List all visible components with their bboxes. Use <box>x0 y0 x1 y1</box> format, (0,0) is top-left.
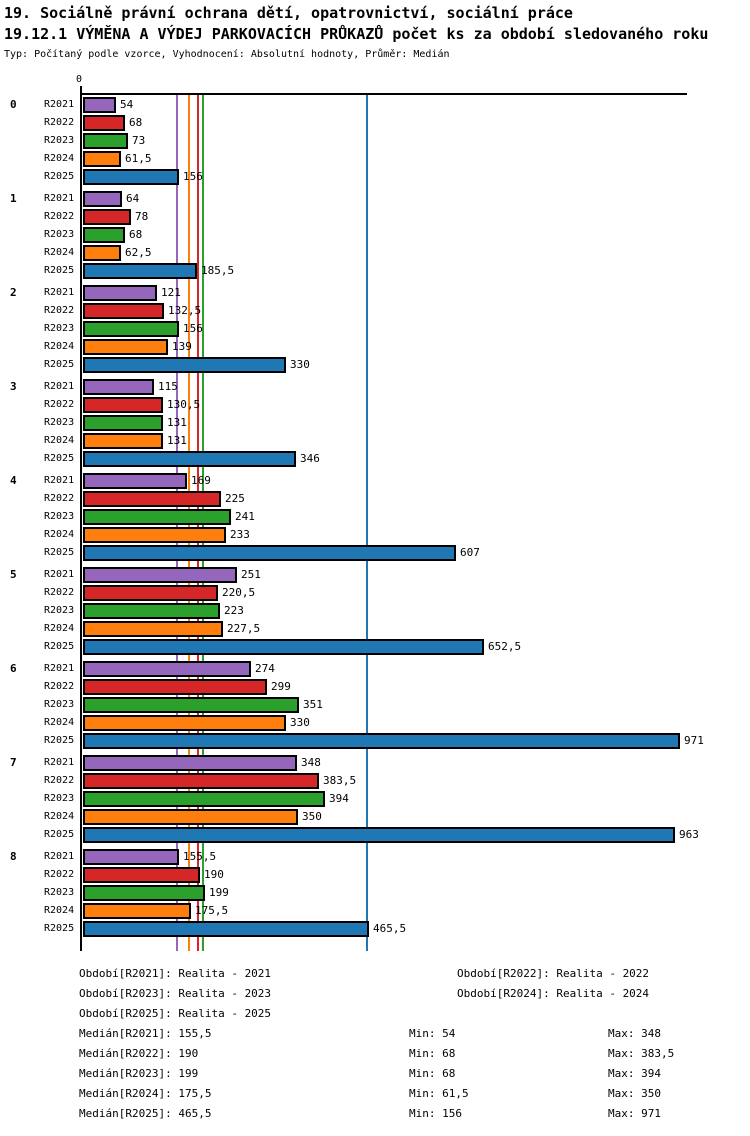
series-label: R2021 <box>44 381 75 392</box>
legend-item-r2023: Období[R2023]: Realita - 2023 <box>79 987 272 1000</box>
series-label: R2022 <box>44 587 75 598</box>
series-label: R2021 <box>44 193 75 204</box>
category-label: 7 <box>10 756 17 769</box>
legend-item-r2024: Období[R2024]: Realita - 2024 <box>457 987 650 1000</box>
bar-value-label: 121 <box>161 286 181 299</box>
axis-origin-label: 0 <box>76 74 83 85</box>
bar-value-label: 131 <box>167 434 187 447</box>
bar-value-label: 350 <box>302 810 322 823</box>
series-label: R2022 <box>44 775 75 786</box>
bar-row <box>0 321 750 337</box>
bar-group-3 <box>0 379 750 467</box>
series-label: R2023 <box>44 511 75 522</box>
bar-value-label: 169 <box>191 474 211 487</box>
series-label: R2023 <box>44 699 75 710</box>
bar-r2022-cat2 <box>83 303 164 319</box>
bar-value-label: 175,5 <box>195 904 229 917</box>
bar-r2021-cat1 <box>83 191 122 207</box>
bar-r2021-cat5 <box>83 567 237 583</box>
bar-row <box>0 733 750 749</box>
bar-value-label: 346 <box>300 452 320 465</box>
bar-value-label: 225 <box>225 492 245 505</box>
category-label: 8 <box>10 850 17 863</box>
category-label: 2 <box>10 286 17 299</box>
bar-row <box>0 773 750 789</box>
bar-value-label: 68 <box>129 116 143 129</box>
bar-r2025-cat0 <box>83 169 179 185</box>
bar-row <box>0 115 750 131</box>
bar-value-label: 78 <box>135 210 149 223</box>
series-label: R2024 <box>44 905 75 916</box>
bar-value-label: 132,5 <box>168 304 202 317</box>
bar-row <box>0 357 750 373</box>
bar-value-label: 156 <box>183 170 203 183</box>
series-label: R2024 <box>44 435 75 446</box>
bar-row <box>0 209 750 225</box>
bar-r2022-cat0 <box>83 115 125 131</box>
bar-r2023-cat3 <box>83 415 163 431</box>
series-label: R2023 <box>44 605 75 616</box>
bar-row <box>0 791 750 807</box>
series-label: R2022 <box>44 211 75 222</box>
bar-r2021-cat0 <box>83 97 116 113</box>
series-label: R2021 <box>44 757 75 768</box>
series-label: R2021 <box>44 99 75 110</box>
series-label: R2025 <box>44 641 75 652</box>
bar-row <box>0 545 750 561</box>
series-label: R2022 <box>44 399 75 410</box>
bar-row <box>0 491 750 507</box>
bar-group-8 <box>0 849 750 937</box>
bar-r2023-cat6 <box>83 697 299 713</box>
bar-group-5 <box>0 567 750 655</box>
bar-value-label: 351 <box>303 698 323 711</box>
series-label: R2025 <box>44 359 75 370</box>
bar-row <box>0 191 750 207</box>
bar-value-label: 73 <box>132 134 146 147</box>
bar-r2025-cat4 <box>83 545 456 561</box>
bar-value-label: 227,5 <box>227 622 261 635</box>
min-r2024: Min: 61,5 <box>409 1087 469 1100</box>
statistics <box>0 1024 750 1124</box>
bar-value-label: 465,5 <box>373 922 407 935</box>
bar-row <box>0 661 750 677</box>
max-r2025: Max: 971 <box>608 1107 661 1120</box>
bar-row <box>0 509 750 525</box>
bar-r2021-cat2 <box>83 285 157 301</box>
bar-row <box>0 527 750 543</box>
max-r2024: Max: 350 <box>608 1087 661 1100</box>
chart-title: 19.12.1 VÝMĚNA A VÝDEJ PARKOVACÍCH PRŮKAZŮ počet ks za období sledovaného roku <box>4 25 709 43</box>
category-label: 3 <box>10 380 17 393</box>
bar-r2025-cat2 <box>83 357 286 373</box>
min-r2025: Min: 156 <box>409 1107 462 1120</box>
series-label: R2022 <box>44 681 75 692</box>
bar-r2024-cat5 <box>83 621 223 637</box>
bar-row <box>0 245 750 261</box>
bar-row <box>0 697 750 713</box>
bar-value-label: 274 <box>255 662 275 675</box>
legend <box>0 964 750 1024</box>
category-label: 5 <box>10 568 17 581</box>
bar-row <box>0 849 750 865</box>
max-r2022: Max: 383,5 <box>608 1047 675 1060</box>
bar-r2023-cat5 <box>83 603 220 619</box>
median-r2021: Medián[R2021]: 155,5 <box>79 1027 212 1040</box>
bar-r2022-cat8 <box>83 867 200 883</box>
series-label: R2023 <box>44 135 75 146</box>
series-label: R2023 <box>44 323 75 334</box>
bar-value-label: 156 <box>183 322 203 335</box>
bar-row <box>0 809 750 825</box>
bar-row <box>0 639 750 655</box>
series-label: R2021 <box>44 663 75 674</box>
bar-group-6 <box>0 661 750 749</box>
bar-r2023-cat2 <box>83 321 179 337</box>
bar-r2023-cat8 <box>83 885 205 901</box>
series-label: R2021 <box>44 475 75 486</box>
min-r2023: Min: 68 <box>409 1067 456 1080</box>
series-label: R2024 <box>44 247 75 258</box>
bar-value-label: 348 <box>301 756 321 769</box>
bar-r2022-cat5 <box>83 585 218 601</box>
bar-value-label: 131 <box>167 416 187 429</box>
bar-value-label: 139 <box>172 340 192 353</box>
category-label: 6 <box>10 662 17 675</box>
min-r2021: Min: 54 <box>409 1027 456 1040</box>
bar-r2023-cat1 <box>83 227 125 243</box>
series-label: R2022 <box>44 493 75 504</box>
bar-chart <box>0 74 750 951</box>
series-label: R2025 <box>44 829 75 840</box>
bar-r2021-cat8 <box>83 849 179 865</box>
bar-value-label: 68 <box>129 228 143 241</box>
bar-row <box>0 603 750 619</box>
category-label: 0 <box>10 98 17 111</box>
bar-r2024-cat4 <box>83 527 226 543</box>
bar-value-label: 330 <box>290 716 310 729</box>
bar-value-label: 383,5 <box>323 774 357 787</box>
bar-value-label: 64 <box>126 192 140 205</box>
bar-value-label: 971 <box>684 734 704 747</box>
bar-r2021-cat4 <box>83 473 187 489</box>
series-label: R2024 <box>44 811 75 822</box>
bar-row <box>0 567 750 583</box>
bar-r2023-cat0 <box>83 133 128 149</box>
series-label: R2022 <box>44 305 75 316</box>
bar-value-label: 199 <box>209 886 229 899</box>
bar-group-2 <box>0 285 750 373</box>
y-axis-line <box>80 93 82 951</box>
bar-value-label: 607 <box>460 546 480 559</box>
series-label: R2023 <box>44 887 75 898</box>
bar-row <box>0 397 750 413</box>
bar-row <box>0 827 750 843</box>
bar-r2025-cat3 <box>83 451 296 467</box>
bar-row <box>0 715 750 731</box>
bar-r2022-cat1 <box>83 209 131 225</box>
bar-value-label: 394 <box>329 792 349 805</box>
bar-r2021-cat7 <box>83 755 297 771</box>
bar-row <box>0 585 750 601</box>
bar-row <box>0 97 750 113</box>
bar-row <box>0 903 750 919</box>
series-label: R2021 <box>44 851 75 862</box>
bar-value-label: 54 <box>120 98 134 111</box>
bar-row <box>0 227 750 243</box>
bar-r2025-cat1 <box>83 263 197 279</box>
bar-group-1 <box>0 191 750 279</box>
bar-value-label: 185,5 <box>201 264 235 277</box>
bar-group-0 <box>0 97 750 185</box>
bar-row <box>0 433 750 449</box>
series-label: R2025 <box>44 547 75 558</box>
bar-r2022-cat7 <box>83 773 319 789</box>
bar-r2022-cat6 <box>83 679 267 695</box>
bar-value-label: 223 <box>224 604 244 617</box>
bar-value-label: 251 <box>241 568 261 581</box>
series-label: R2021 <box>44 569 75 580</box>
bar-value-label: 155,5 <box>183 850 217 863</box>
bar-row <box>0 921 750 937</box>
bar-r2025-cat5 <box>83 639 484 655</box>
median-r2022: Medián[R2022]: 190 <box>79 1047 199 1060</box>
bar-row <box>0 867 750 883</box>
plot-area <box>0 93 750 951</box>
bar-value-label: 62,5 <box>125 246 152 259</box>
bar-group-4 <box>0 473 750 561</box>
bar-r2021-cat3 <box>83 379 154 395</box>
series-label: R2022 <box>44 117 75 128</box>
bar-r2023-cat4 <box>83 509 231 525</box>
series-label: R2024 <box>44 341 75 352</box>
bar-row <box>0 379 750 395</box>
series-label: R2025 <box>44 735 75 746</box>
bar-r2024-cat0 <box>83 151 121 167</box>
median-r2023: Medián[R2023]: 199 <box>79 1067 199 1080</box>
bar-row <box>0 285 750 301</box>
median-r2024: Medián[R2024]: 175,5 <box>79 1087 212 1100</box>
series-label: R2025 <box>44 171 75 182</box>
bar-row <box>0 885 750 901</box>
bar-value-label: 115 <box>158 380 178 393</box>
bar-value-label: 963 <box>679 828 699 841</box>
bar-row <box>0 339 750 355</box>
chart-settings-line: Typ: Počítaný podle vzorce, Vyhodnocení: Absolutní hodnoty, Průměr: Medián <box>4 49 450 60</box>
bar-r2022-cat4 <box>83 491 221 507</box>
series-label: R2024 <box>44 623 75 634</box>
bar-row <box>0 451 750 467</box>
bar-value-label: 330 <box>290 358 310 371</box>
series-label: R2025 <box>44 453 75 464</box>
min-r2022: Min: 68 <box>409 1047 456 1060</box>
legend-item-r2021: Období[R2021]: Realita - 2021 <box>79 967 272 980</box>
bar-r2024-cat2 <box>83 339 168 355</box>
bar-value-label: 299 <box>271 680 291 693</box>
legend-item-r2022: Období[R2022]: Realita - 2022 <box>457 967 650 980</box>
series-label: R2024 <box>44 153 75 164</box>
series-label: R2023 <box>44 229 75 240</box>
series-label: R2024 <box>44 529 75 540</box>
bar-value-label: 61,5 <box>125 152 152 165</box>
series-label: R2023 <box>44 793 75 804</box>
bar-row <box>0 621 750 637</box>
bar-value-label: 241 <box>235 510 255 523</box>
series-label: R2022 <box>44 869 75 880</box>
bar-row <box>0 263 750 279</box>
category-label: 1 <box>10 192 17 205</box>
bar-value-label: 233 <box>230 528 250 541</box>
series-label: R2021 <box>44 287 75 298</box>
bar-r2024-cat8 <box>83 903 191 919</box>
bar-value-label: 652,5 <box>488 640 522 653</box>
bar-r2025-cat6 <box>83 733 680 749</box>
series-label: R2025 <box>44 923 75 934</box>
bar-row <box>0 473 750 489</box>
bar-r2022-cat3 <box>83 397 163 413</box>
bar-row <box>0 133 750 149</box>
series-label: R2024 <box>44 717 75 728</box>
bar-r2024-cat6 <box>83 715 286 731</box>
bar-row <box>0 169 750 185</box>
bar-row <box>0 679 750 695</box>
bar-value-label: 220,5 <box>222 586 256 599</box>
bar-r2025-cat8 <box>83 921 369 937</box>
bar-r2024-cat7 <box>83 809 298 825</box>
bar-row <box>0 303 750 319</box>
series-label: R2023 <box>44 417 75 428</box>
bar-row <box>0 151 750 167</box>
bar-value-label: 190 <box>204 868 224 881</box>
bar-value-label: 130,5 <box>167 398 201 411</box>
max-r2023: Max: 394 <box>608 1067 661 1080</box>
series-label: R2025 <box>44 265 75 276</box>
max-r2021: Max: 348 <box>608 1027 661 1040</box>
bar-r2025-cat7 <box>83 827 675 843</box>
bar-r2024-cat3 <box>83 433 163 449</box>
bar-row <box>0 415 750 431</box>
bar-r2024-cat1 <box>83 245 121 261</box>
page-title: 19. Sociálně právní ochrana dětí, opatrovnictví, sociální práce <box>4 4 573 22</box>
bar-r2021-cat6 <box>83 661 251 677</box>
category-label: 4 <box>10 474 17 487</box>
legend-item-r2025: Období[R2025]: Realita - 2025 <box>79 1007 272 1020</box>
median-r2025: Medián[R2025]: 465,5 <box>79 1107 212 1120</box>
bar-r2023-cat7 <box>83 791 325 807</box>
bar-group-7 <box>0 755 750 843</box>
bar-row <box>0 755 750 771</box>
